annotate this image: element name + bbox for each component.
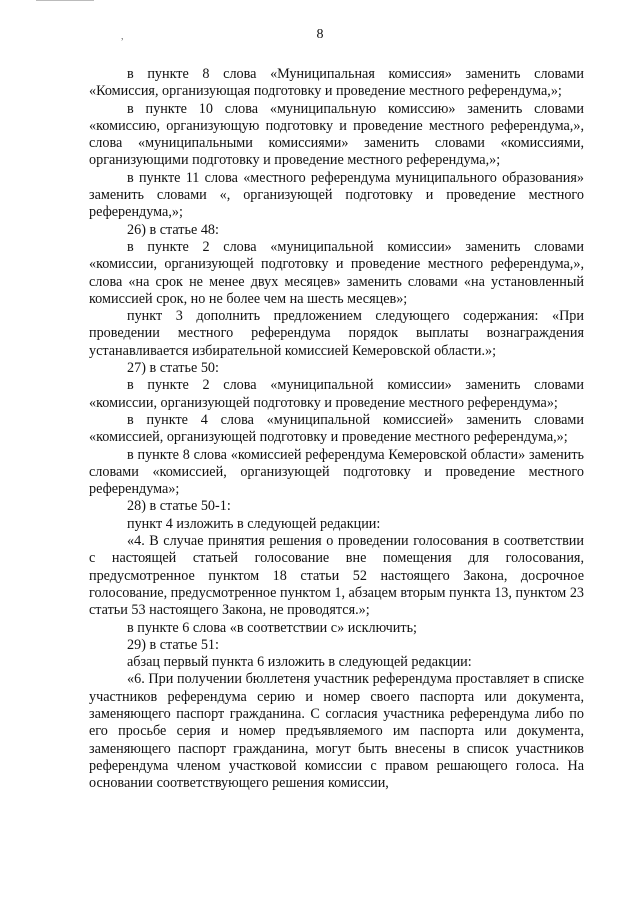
page-number: 8	[316, 27, 324, 42]
paragraph: 26) в статье 48:	[127, 221, 219, 238]
paragraph: в пункте 10 слова «муниципальную комиссию» заменить словами «комиссию, организующую подготовку и проведение местного референдума,», слова «муниципальными комиссиями» заменить словами «комиссиями, организующими подготовку и проведение местного референдума,»;	[89, 100, 584, 169]
paragraph: «6. При получении бюллетеня участник референдума проставляет в списке участников референдума серию и номер своего паспорта или документа, заменяющего паспорт гражданина. С согласия участника референдума либо по его просьбе серия и номер предъявляемого им паспорта или документа, заменяющего паспорт гражданина, могут быть внесены в список участников референдума членом участковой комиссии с правом решающего голоса. На основании соответствующего решения комиссии,	[89, 671, 584, 792]
scan-top-rule	[36, 0, 94, 1]
paragraph: пункт 3 дополнить предложением следующего содержания: «При проведении местного референдума порядок выплаты вознаграждения устанавливается избирательной комиссией Кемеровской области.»;	[89, 308, 584, 359]
paragraph: в пункте 2 слова «муниципальной комиссии» заменить словами «комиссии, организующей подготовку и проведение местного референдума,», слова «на срок не менее двух месяцев» заменить словами «на установленный комиссией срок, но не более чем на шесть месяцев»;	[89, 238, 584, 307]
paragraph: «4. В случае принятия решения о проведении голосования в соответствии с настоящей статьей голосование вне помещения для голосования, предусмотренное пунктом 18 статьи 52 настоящего Закона, досрочное голосование, предусмотренное пунктом 1, абзацем вторым пункта 13, пунктом 23 статьи 53 настоящего Закона, не проводятся.»;	[89, 533, 585, 619]
margin-mark: ,	[121, 31, 124, 42]
paragraph: 28) в статье 50-1:	[127, 498, 231, 515]
paragraph: в пункте 2 слова «муниципальной комиссии» заменить словами «комиссии, организующей подготовку и проведение местного референдума»;	[89, 377, 584, 411]
paragraph: абзац первый пункта 6 изложить в следующей редакции:	[127, 654, 472, 671]
paragraph: пункт 4 изложить в следующей редакции:	[127, 515, 381, 532]
paragraph: в пункте 4 слова «муниципальной комиссией» заменить словами «комиссией, организующей подготовку и проведение местного референдума,»;	[89, 411, 584, 446]
paragraph: в пункте 8 слова «Муниципальная комиссия» заменить словами «Комиссия, организующая подготовку и проведение местного референдума,»;	[89, 66, 584, 100]
document-body	[89, 66, 584, 792]
paragraph: 27) в статье 50:	[127, 360, 219, 377]
paragraph: в пункте 11 слова «местного референдума муниципального образования» заменить словами «, организующей подготовку и проведение местного референдума,»;	[89, 169, 584, 221]
paragraph: в пункте 6 слова «в соответствии с» исключить;	[127, 619, 417, 636]
paragraph: 29) в статье 51:	[127, 636, 219, 653]
paragraph: в пункте 8 слова «комиссией референдума Кемеровской области» заменить словами «комиссией, организующей подготовку и проведение местного референдума»;	[89, 446, 584, 498]
